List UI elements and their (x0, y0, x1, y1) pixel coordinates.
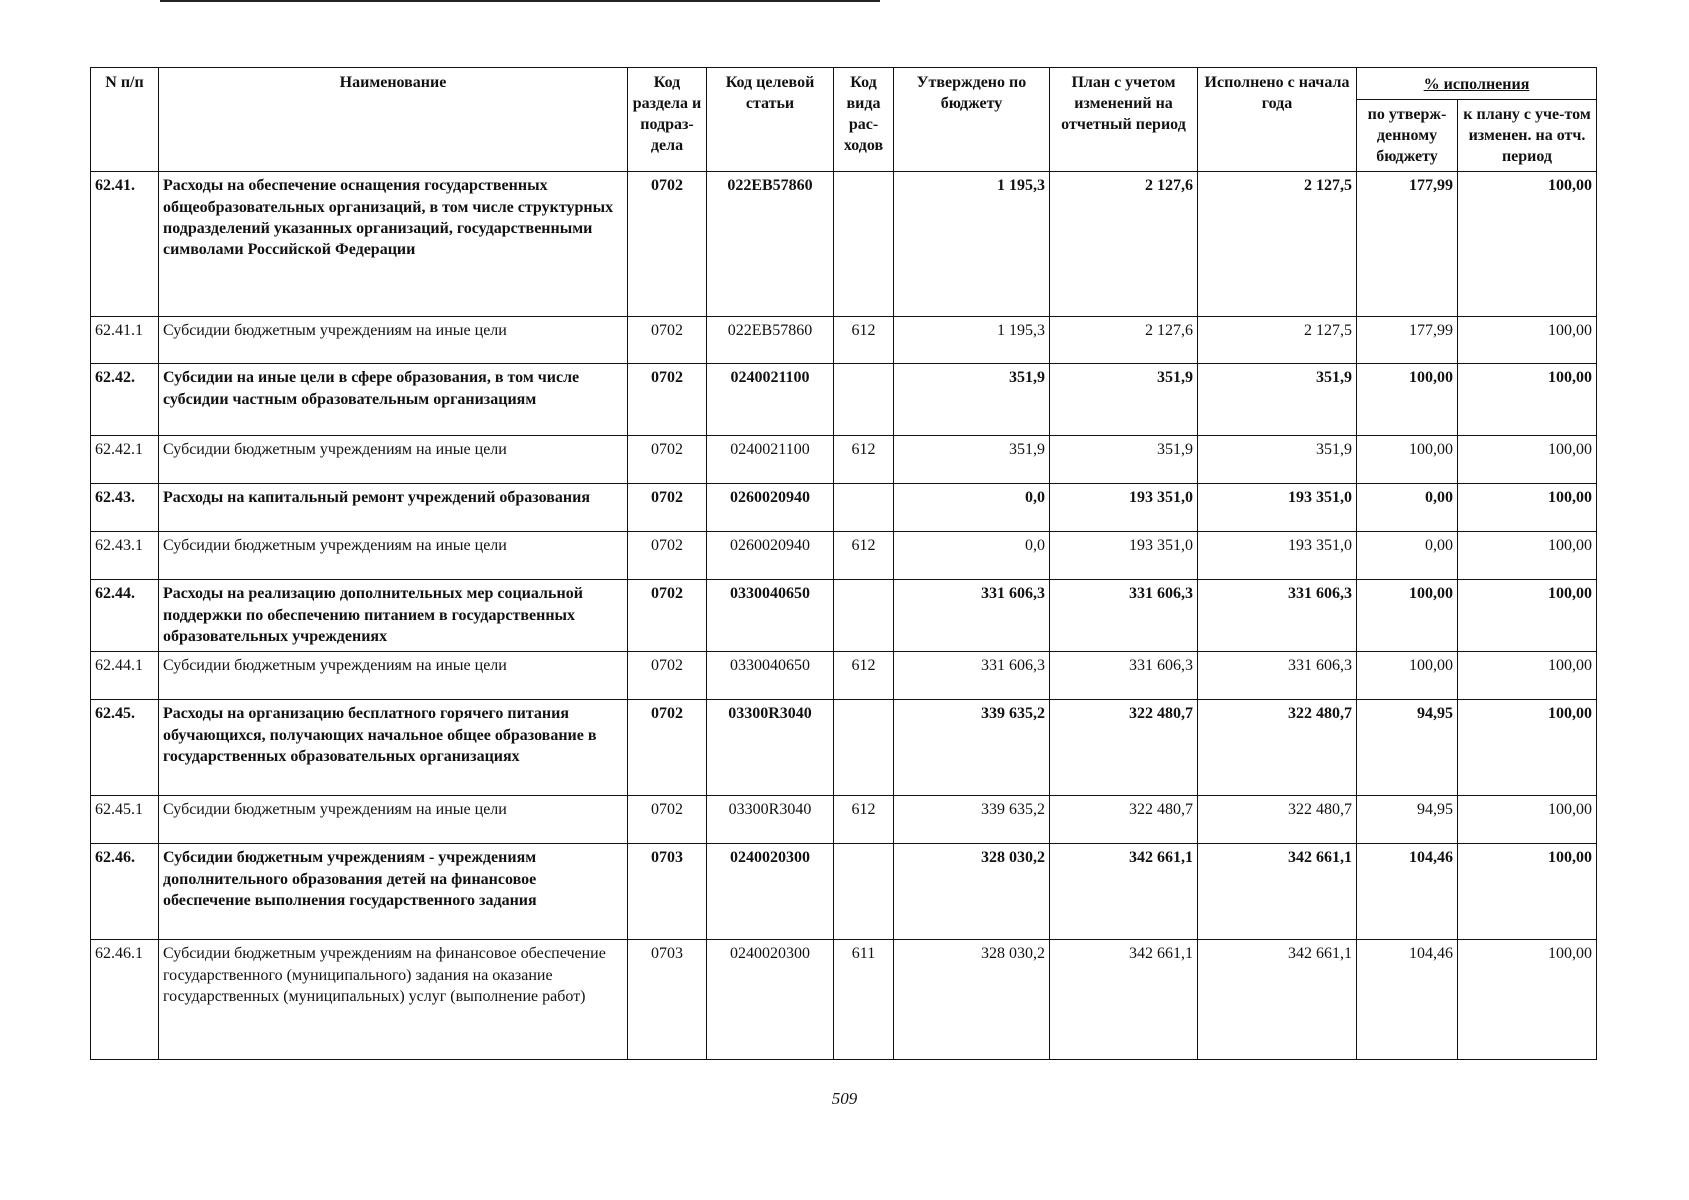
cell-name: Субсидии на иные цели в сфере образования, в том числе субсидии частным образовательным организациям (159, 364, 628, 436)
table-row (91, 940, 1597, 1060)
cell-target: 0240021100 (707, 364, 834, 436)
cell-type: 612 (834, 796, 894, 844)
cell-section: 0703 (628, 940, 707, 1060)
cell-num: 62.42. (91, 364, 159, 436)
table-row (91, 652, 1597, 700)
cell-executed: 2 127,5 (1198, 172, 1357, 317)
cell-approved: 339 635,2 (894, 700, 1050, 796)
cell-plan: 322 480,7 (1050, 700, 1198, 796)
cell-executed: 351,9 (1198, 364, 1357, 436)
cell-plan: 351,9 (1050, 436, 1198, 484)
cell-pct-budget: 94,95 (1357, 700, 1458, 796)
cell-num: 62.44.1 (91, 652, 159, 700)
header-section-code: Код раздела и подраз-дела (628, 68, 707, 172)
cell-pct-plan: 100,00 (1458, 532, 1597, 580)
cell-plan: 331 606,3 (1050, 652, 1198, 700)
cell-pct-budget: 100,00 (1357, 580, 1458, 652)
cell-pct-budget: 0,00 (1357, 484, 1458, 532)
cell-section: 0702 (628, 436, 707, 484)
cell-pct-budget: 100,00 (1357, 364, 1458, 436)
cell-num: 62.43. (91, 484, 159, 532)
cell-pct-budget: 104,46 (1357, 940, 1458, 1060)
cell-name: Расходы на организацию бесплатного горячего питания обучающихся, получающих начальное общее образование в государственных образовательных организациях (159, 700, 628, 796)
cell-num: 62.45.1 (91, 796, 159, 844)
cell-section: 0702 (628, 172, 707, 317)
table-row (91, 484, 1597, 532)
cell-target: 0240020300 (707, 940, 834, 1060)
table-row (91, 580, 1597, 652)
cell-num: 62.42.1 (91, 436, 159, 484)
table-body (91, 172, 1597, 1060)
cell-approved: 351,9 (894, 364, 1050, 436)
cell-pct-budget: 177,99 (1357, 317, 1458, 364)
cell-pct-plan: 100,00 (1458, 796, 1597, 844)
header-pct-plan: к плану с уче-том изменен. на отч. период (1458, 100, 1597, 172)
header-name: Наименование (159, 68, 628, 172)
cell-pct-budget: 104,46 (1357, 844, 1458, 940)
cell-num: 62.46. (91, 844, 159, 940)
table-row (91, 844, 1597, 940)
cell-executed: 193 351,0 (1198, 484, 1357, 532)
cell-plan: 351,9 (1050, 364, 1198, 436)
cell-pct-plan: 100,00 (1458, 436, 1597, 484)
cell-executed: 331 606,3 (1198, 652, 1357, 700)
cell-name: Субсидии бюджетным учреждениям на иные цели (159, 317, 628, 364)
top-rule (160, 0, 880, 2)
cell-target: 0240021100 (707, 436, 834, 484)
cell-approved: 0,0 (894, 532, 1050, 580)
cell-pct-budget: 177,99 (1357, 172, 1458, 317)
cell-pct-plan: 100,00 (1458, 844, 1597, 940)
cell-name: Расходы на капитальный ремонт учреждений образования (159, 484, 628, 532)
cell-type (834, 580, 894, 652)
cell-executed: 322 480,7 (1198, 796, 1357, 844)
table-row (91, 172, 1597, 317)
header-expense-code: Код вида рас-ходов (834, 68, 894, 172)
cell-type: 612 (834, 532, 894, 580)
cell-pct-plan: 100,00 (1458, 940, 1597, 1060)
cell-pct-budget: 94,95 (1357, 796, 1458, 844)
cell-section: 0702 (628, 532, 707, 580)
cell-name: Субсидии бюджетным учреждениям на иные цели (159, 436, 628, 484)
cell-section: 0702 (628, 652, 707, 700)
cell-pct-budget: 0,00 (1357, 532, 1458, 580)
cell-executed: 193 351,0 (1198, 532, 1357, 580)
header-target-code: Код целевой статьи (707, 68, 834, 172)
cell-target: 0260020940 (707, 532, 834, 580)
cell-plan: 342 661,1 (1050, 844, 1198, 940)
cell-target: 022EВ57860 (707, 172, 834, 317)
cell-target: 022EВ57860 (707, 317, 834, 364)
header-executed: Исполнено с начала года (1198, 68, 1357, 172)
cell-pct-plan: 100,00 (1458, 484, 1597, 532)
cell-type (834, 172, 894, 317)
table-row (91, 796, 1597, 844)
cell-plan: 2 127,6 (1050, 317, 1198, 364)
cell-section: 0702 (628, 700, 707, 796)
cell-name: Субсидии бюджетным учреждениям на иные цели (159, 652, 628, 700)
cell-target: 03300R3040 (707, 796, 834, 844)
cell-executed: 351,9 (1198, 436, 1357, 484)
cell-pct-plan: 100,00 (1458, 652, 1597, 700)
cell-num: 62.46.1 (91, 940, 159, 1060)
cell-approved: 331 606,3 (894, 580, 1050, 652)
table-row (91, 436, 1597, 484)
cell-type (834, 484, 894, 532)
header-pct-group: % исполнения (1357, 68, 1597, 100)
table-row (91, 364, 1597, 436)
table-header (91, 68, 1597, 172)
header-plan: План с учетом изменений на отчетный период (1050, 68, 1198, 172)
cell-approved: 339 635,2 (894, 796, 1050, 844)
table-row (91, 700, 1597, 796)
cell-executed: 322 480,7 (1198, 700, 1357, 796)
cell-approved: 0,0 (894, 484, 1050, 532)
cell-pct-budget: 100,00 (1357, 436, 1458, 484)
cell-approved: 328 030,2 (894, 844, 1050, 940)
cell-plan: 322 480,7 (1050, 796, 1198, 844)
cell-name: Расходы на реализацию дополнительных мер социальной поддержки по обеспечению питанием в государственных образовательных учреждениях (159, 580, 628, 652)
cell-section: 0702 (628, 580, 707, 652)
cell-num: 62.41.1 (91, 317, 159, 364)
cell-type: 612 (834, 652, 894, 700)
cell-approved: 351,9 (894, 436, 1050, 484)
cell-num: 62.41. (91, 172, 159, 317)
cell-name: Субсидии бюджетным учреждениям на иные цели (159, 532, 628, 580)
cell-section: 0702 (628, 796, 707, 844)
cell-executed: 342 661,1 (1198, 844, 1357, 940)
cell-name: Расходы на обеспечение оснащения государственных общеобразовательных организаций, в том числе структурных подразделений указанных организаций, государственными символами Российской Федерации (159, 172, 628, 317)
cell-num: 62.44. (91, 580, 159, 652)
header-approved: Утверждено по бюджету (894, 68, 1050, 172)
cell-section: 0702 (628, 317, 707, 364)
cell-pct-plan: 100,00 (1458, 317, 1597, 364)
cell-target: 0330040650 (707, 580, 834, 652)
table-row (91, 532, 1597, 580)
cell-section: 0702 (628, 484, 707, 532)
header-num: N п/п (91, 68, 159, 172)
cell-executed: 2 127,5 (1198, 317, 1357, 364)
cell-num: 62.45. (91, 700, 159, 796)
cell-pct-plan: 100,00 (1458, 364, 1597, 436)
cell-pct-plan: 100,00 (1458, 700, 1597, 796)
cell-section: 0702 (628, 364, 707, 436)
cell-plan: 193 351,0 (1050, 484, 1198, 532)
cell-type: 612 (834, 436, 894, 484)
cell-type (834, 700, 894, 796)
cell-target: 0240020300 (707, 844, 834, 940)
cell-plan: 2 127,6 (1050, 172, 1198, 317)
budget-table (90, 67, 1597, 1060)
cell-pct-plan: 100,00 (1458, 172, 1597, 317)
cell-approved: 331 606,3 (894, 652, 1050, 700)
cell-name: Субсидии бюджетным учреждениям - учреждениям дополнительного образования детей на финансовое обеспечение выполнения государственного задания (159, 844, 628, 940)
cell-section: 0703 (628, 844, 707, 940)
cell-target: 0330040650 (707, 652, 834, 700)
cell-executed: 331 606,3 (1198, 580, 1357, 652)
cell-pct-budget: 100,00 (1357, 652, 1458, 700)
cell-type: 612 (834, 317, 894, 364)
header-pct-budget: по утверж-денному бюджету (1357, 100, 1458, 172)
table-row (91, 317, 1597, 364)
cell-plan: 342 661,1 (1050, 940, 1198, 1060)
cell-target: 03300R3040 (707, 700, 834, 796)
cell-executed: 342 661,1 (1198, 940, 1357, 1060)
cell-approved: 1 195,3 (894, 172, 1050, 317)
cell-name: Субсидии бюджетным учреждениям на финансовое обеспечение государственного (муниципального) задания на оказание государственных (муниципальных) услуг (выполнение работ) (159, 940, 628, 1060)
cell-plan: 193 351,0 (1050, 532, 1198, 580)
cell-pct-plan: 100,00 (1458, 580, 1597, 652)
cell-type (834, 364, 894, 436)
cell-approved: 328 030,2 (894, 940, 1050, 1060)
page-number: 509 (831, 1089, 858, 1108)
cell-approved: 1 195,3 (894, 317, 1050, 364)
cell-name: Субсидии бюджетным учреждениям на иные цели (159, 796, 628, 844)
cell-num: 62.43.1 (91, 532, 159, 580)
cell-type (834, 844, 894, 940)
cell-target: 0260020940 (707, 484, 834, 532)
cell-type: 611 (834, 940, 894, 1060)
cell-plan: 331 606,3 (1050, 580, 1198, 652)
